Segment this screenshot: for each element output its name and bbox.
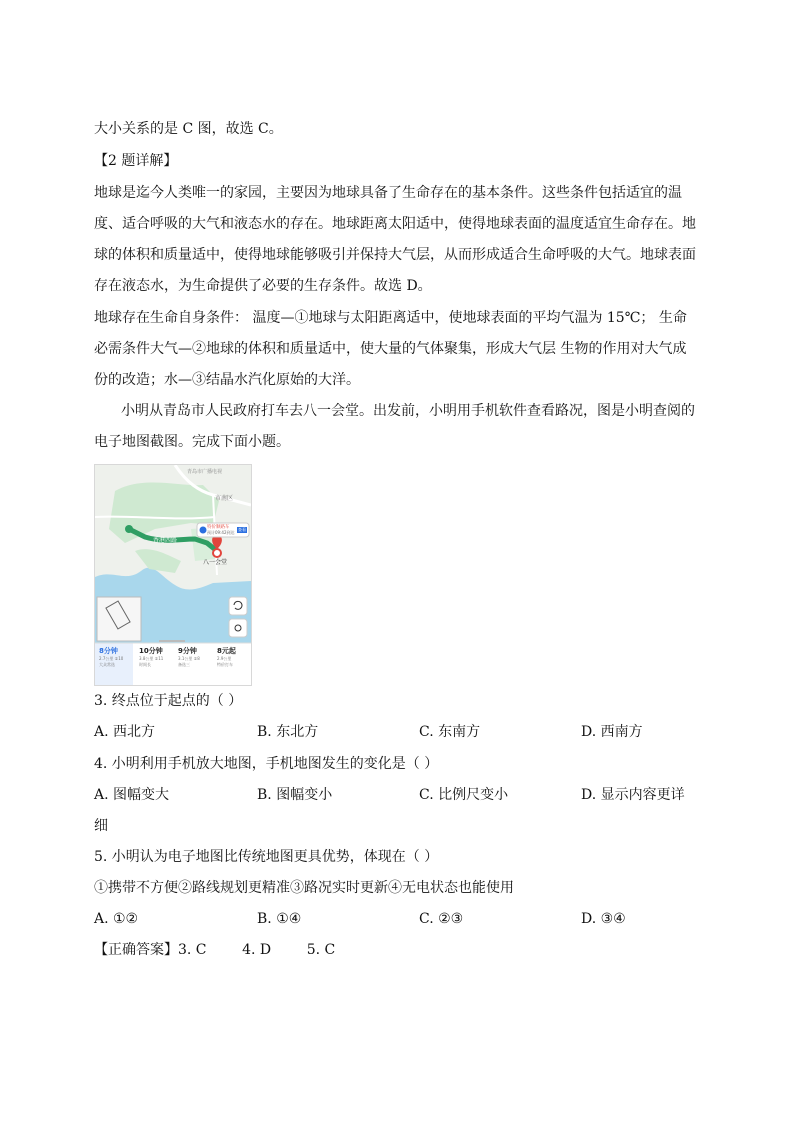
question-3-stem: 3. 终点位于起点的（ ） bbox=[94, 693, 243, 709]
text-line: 球的体积和质量适中，使得地球能够吸引并保持大气层，从而形成适合生命呼吸的大气。地球表面 bbox=[94, 247, 696, 263]
route-tab-detail: 3.1公里 ①8 bbox=[178, 656, 200, 661]
q4-option-a: A. 图幅变大 bbox=[94, 787, 170, 803]
route-tab-time: 9分钟 bbox=[178, 647, 197, 655]
route-tab-note: 时间长 bbox=[139, 662, 151, 667]
q5-option-b: B. ①④ bbox=[257, 911, 302, 927]
map-label-road: 香港西路 bbox=[153, 537, 178, 544]
route-tab-1[interactable] bbox=[99, 646, 133, 668]
text-line: 大小关系的是 C 图，故选 C。 bbox=[94, 121, 283, 137]
route-tab-time: 8分钟 bbox=[99, 647, 118, 655]
text-line: 份的改造；水—③结晶水汽化原始的大洋。 bbox=[94, 372, 360, 388]
text-line: 存在液态水，为生命提供了必要的生存条件。故选 D。 bbox=[94, 278, 432, 294]
route-tab-note: 大众常选 bbox=[99, 662, 115, 667]
q5-option-c: C. ②③ bbox=[419, 911, 464, 927]
map-view-button[interactable]: 查看 bbox=[238, 527, 246, 532]
q4-option-b: B. 图幅变小 bbox=[257, 787, 333, 803]
map-taxi-tag: 特价顺路车 bbox=[207, 525, 230, 530]
route-tab-note: 备选三 bbox=[178, 662, 190, 667]
route-tab-3[interactable] bbox=[178, 646, 212, 668]
text-line: 地球存在生命自身条件： 温度—①地球与太阳距离适中，使地球表面的平均气温为 15℃； 生命 bbox=[94, 310, 687, 326]
route-tab-detail: 2.7公里 ①10 bbox=[99, 656, 124, 661]
section-heading: 【2 题详解】 bbox=[94, 153, 178, 169]
answer-line: 【正确答案】3. C 4. D 5. C bbox=[94, 942, 336, 958]
q3-option-b: B. 东北方 bbox=[257, 724, 319, 740]
question-4-stem: 4. 小明利用手机放大地图，手机地图发生的变化是（ ） bbox=[94, 756, 439, 772]
route-tab-detail: 3.8公里 ①11 bbox=[139, 656, 164, 661]
map-label-top: 青岛市广播电视 bbox=[187, 469, 223, 475]
q3-option-c: C. 东南方 bbox=[419, 724, 481, 740]
q3-option-a: A. 西北方 bbox=[94, 724, 156, 740]
q5-option-d: D. ③④ bbox=[581, 911, 626, 927]
route-tab-time: 8元起 bbox=[217, 647, 236, 655]
electronic-map-screenshot bbox=[94, 464, 252, 686]
q4-option-d-wrap: 细 bbox=[94, 818, 108, 834]
text-line: 度、适合呼吸的大气和液态水的存在。地球距离太阳适中，使得地球表面的温度适宜生命存在。地 bbox=[94, 216, 696, 232]
q3-option-d: D. 西南方 bbox=[581, 724, 643, 740]
q4-option-c: C. 比例尺变小 bbox=[419, 787, 509, 803]
route-tab-2[interactable] bbox=[139, 646, 173, 668]
q5-option-a: A. ①② bbox=[94, 911, 139, 927]
route-tab-time: 10分钟 bbox=[139, 647, 163, 655]
start-marker-icon bbox=[125, 525, 133, 533]
question-5-items: ①携带不方便②路线规划更精准③路况实时更新④无电状态也能使用 bbox=[94, 880, 514, 896]
text-line: 地球是迄今人类唯一的家园，主要因为地球具备了生命存在的基本条件。这些条件包括适宜的温 bbox=[94, 185, 682, 201]
map-label-district: 市南区 bbox=[215, 495, 234, 502]
route-tab-detail: 2.9公里 bbox=[217, 656, 232, 661]
route-tab-4[interactable] bbox=[217, 646, 251, 668]
text-line: 小明从青岛市人民政府打车去八一会堂。出发前，小明用手机软件查看路况，图是小明查阅的 bbox=[121, 403, 695, 419]
text-line: 电子地图截图。完成下面小题。 bbox=[94, 434, 290, 450]
destination-marker-icon bbox=[213, 549, 221, 557]
map-eta-tag: 预计09:42到达 bbox=[207, 530, 235, 535]
map-destination-label: 八一会堂 bbox=[203, 559, 228, 566]
text-line: 必需条件大气—②地球的体积和质量适中，使大量的气体聚集，形成大气层 生物的作用对大气成 bbox=[94, 341, 687, 357]
question-5-stem: 5. 小明认为电子地图比传统地图更具优势，体现在（ ） bbox=[94, 849, 439, 865]
q4-option-d: D. 显示内容更详 bbox=[581, 787, 685, 803]
route-tab-note: 特价打车 bbox=[217, 662, 233, 667]
